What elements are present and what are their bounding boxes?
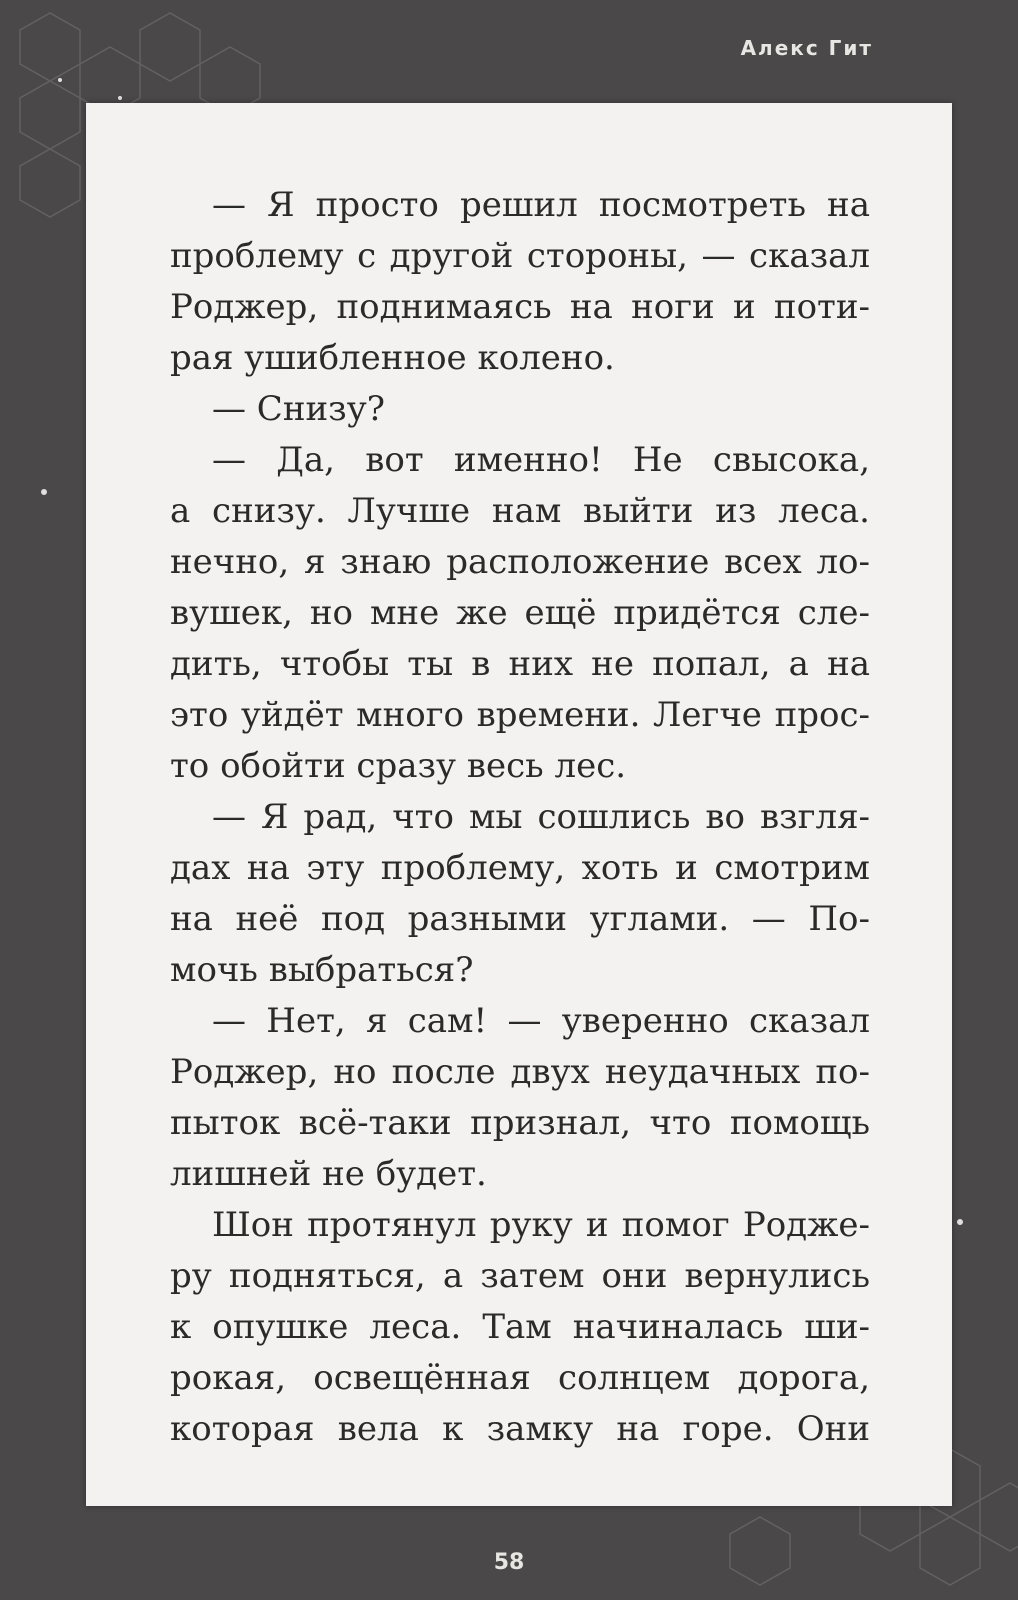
page-number: 58 — [493, 1550, 525, 1575]
text-line: пыток всё-таки признал, что помощь — [170, 1103, 870, 1143]
text-line: — Нет, я сам! — уверенно сказал — [212, 1001, 870, 1041]
running-header-author: Алекс Гит — [740, 36, 873, 60]
text-line: это уйдёт много времени. Легче прос- — [170, 695, 870, 735]
text-line: Роджер, поднимаясь на ноги и поти- — [170, 287, 870, 327]
text-line: рая ушибленное колено. — [170, 338, 615, 378]
text-line: мочь выбраться? — [170, 950, 474, 990]
text-line: — Снизу? — [212, 389, 385, 429]
text-line: — Я рад, что мы сошлись во взгля- — [212, 797, 870, 837]
text-line: Роджер, но после двух неудачных по- — [170, 1052, 870, 1092]
body-text — [170, 180, 870, 1455]
text-line: дить, чтобы ты в них не попал, а на — [170, 644, 870, 684]
text-line: то обойти сразу весь лес. — [170, 746, 627, 786]
text-line: — Я просто решил посмотреть на — [212, 185, 870, 225]
text-line: рокая, освещённая солнцем дорога, — [170, 1358, 870, 1398]
text-line: на неё под разными углами. — По- — [170, 899, 870, 939]
text-line: вушек, но мне же ещё придётся сле- — [170, 593, 870, 633]
text-line: ру подняться, а затем они вернулись — [170, 1256, 870, 1296]
text-line: проблему с другой стороны, — сказал — [170, 236, 870, 276]
text-line: Шон протянул руку и помог Родже- — [212, 1205, 870, 1245]
text-line: нечно, я знаю расположение всех ло- — [170, 542, 870, 582]
text-line: которая вела к замку на горе. Они — [170, 1409, 870, 1449]
text-line: — Да, вот именно! Не свысока, — [212, 440, 870, 480]
text-line: а снизу. Лучше нам выйти из леса. — [170, 491, 870, 531]
text-line: лишней не будет. — [170, 1154, 487, 1194]
text-line: дах на эту проблему, хоть и смотрим — [170, 848, 870, 888]
text-line: к опушке леса. Там начиналась ши- — [170, 1307, 870, 1347]
